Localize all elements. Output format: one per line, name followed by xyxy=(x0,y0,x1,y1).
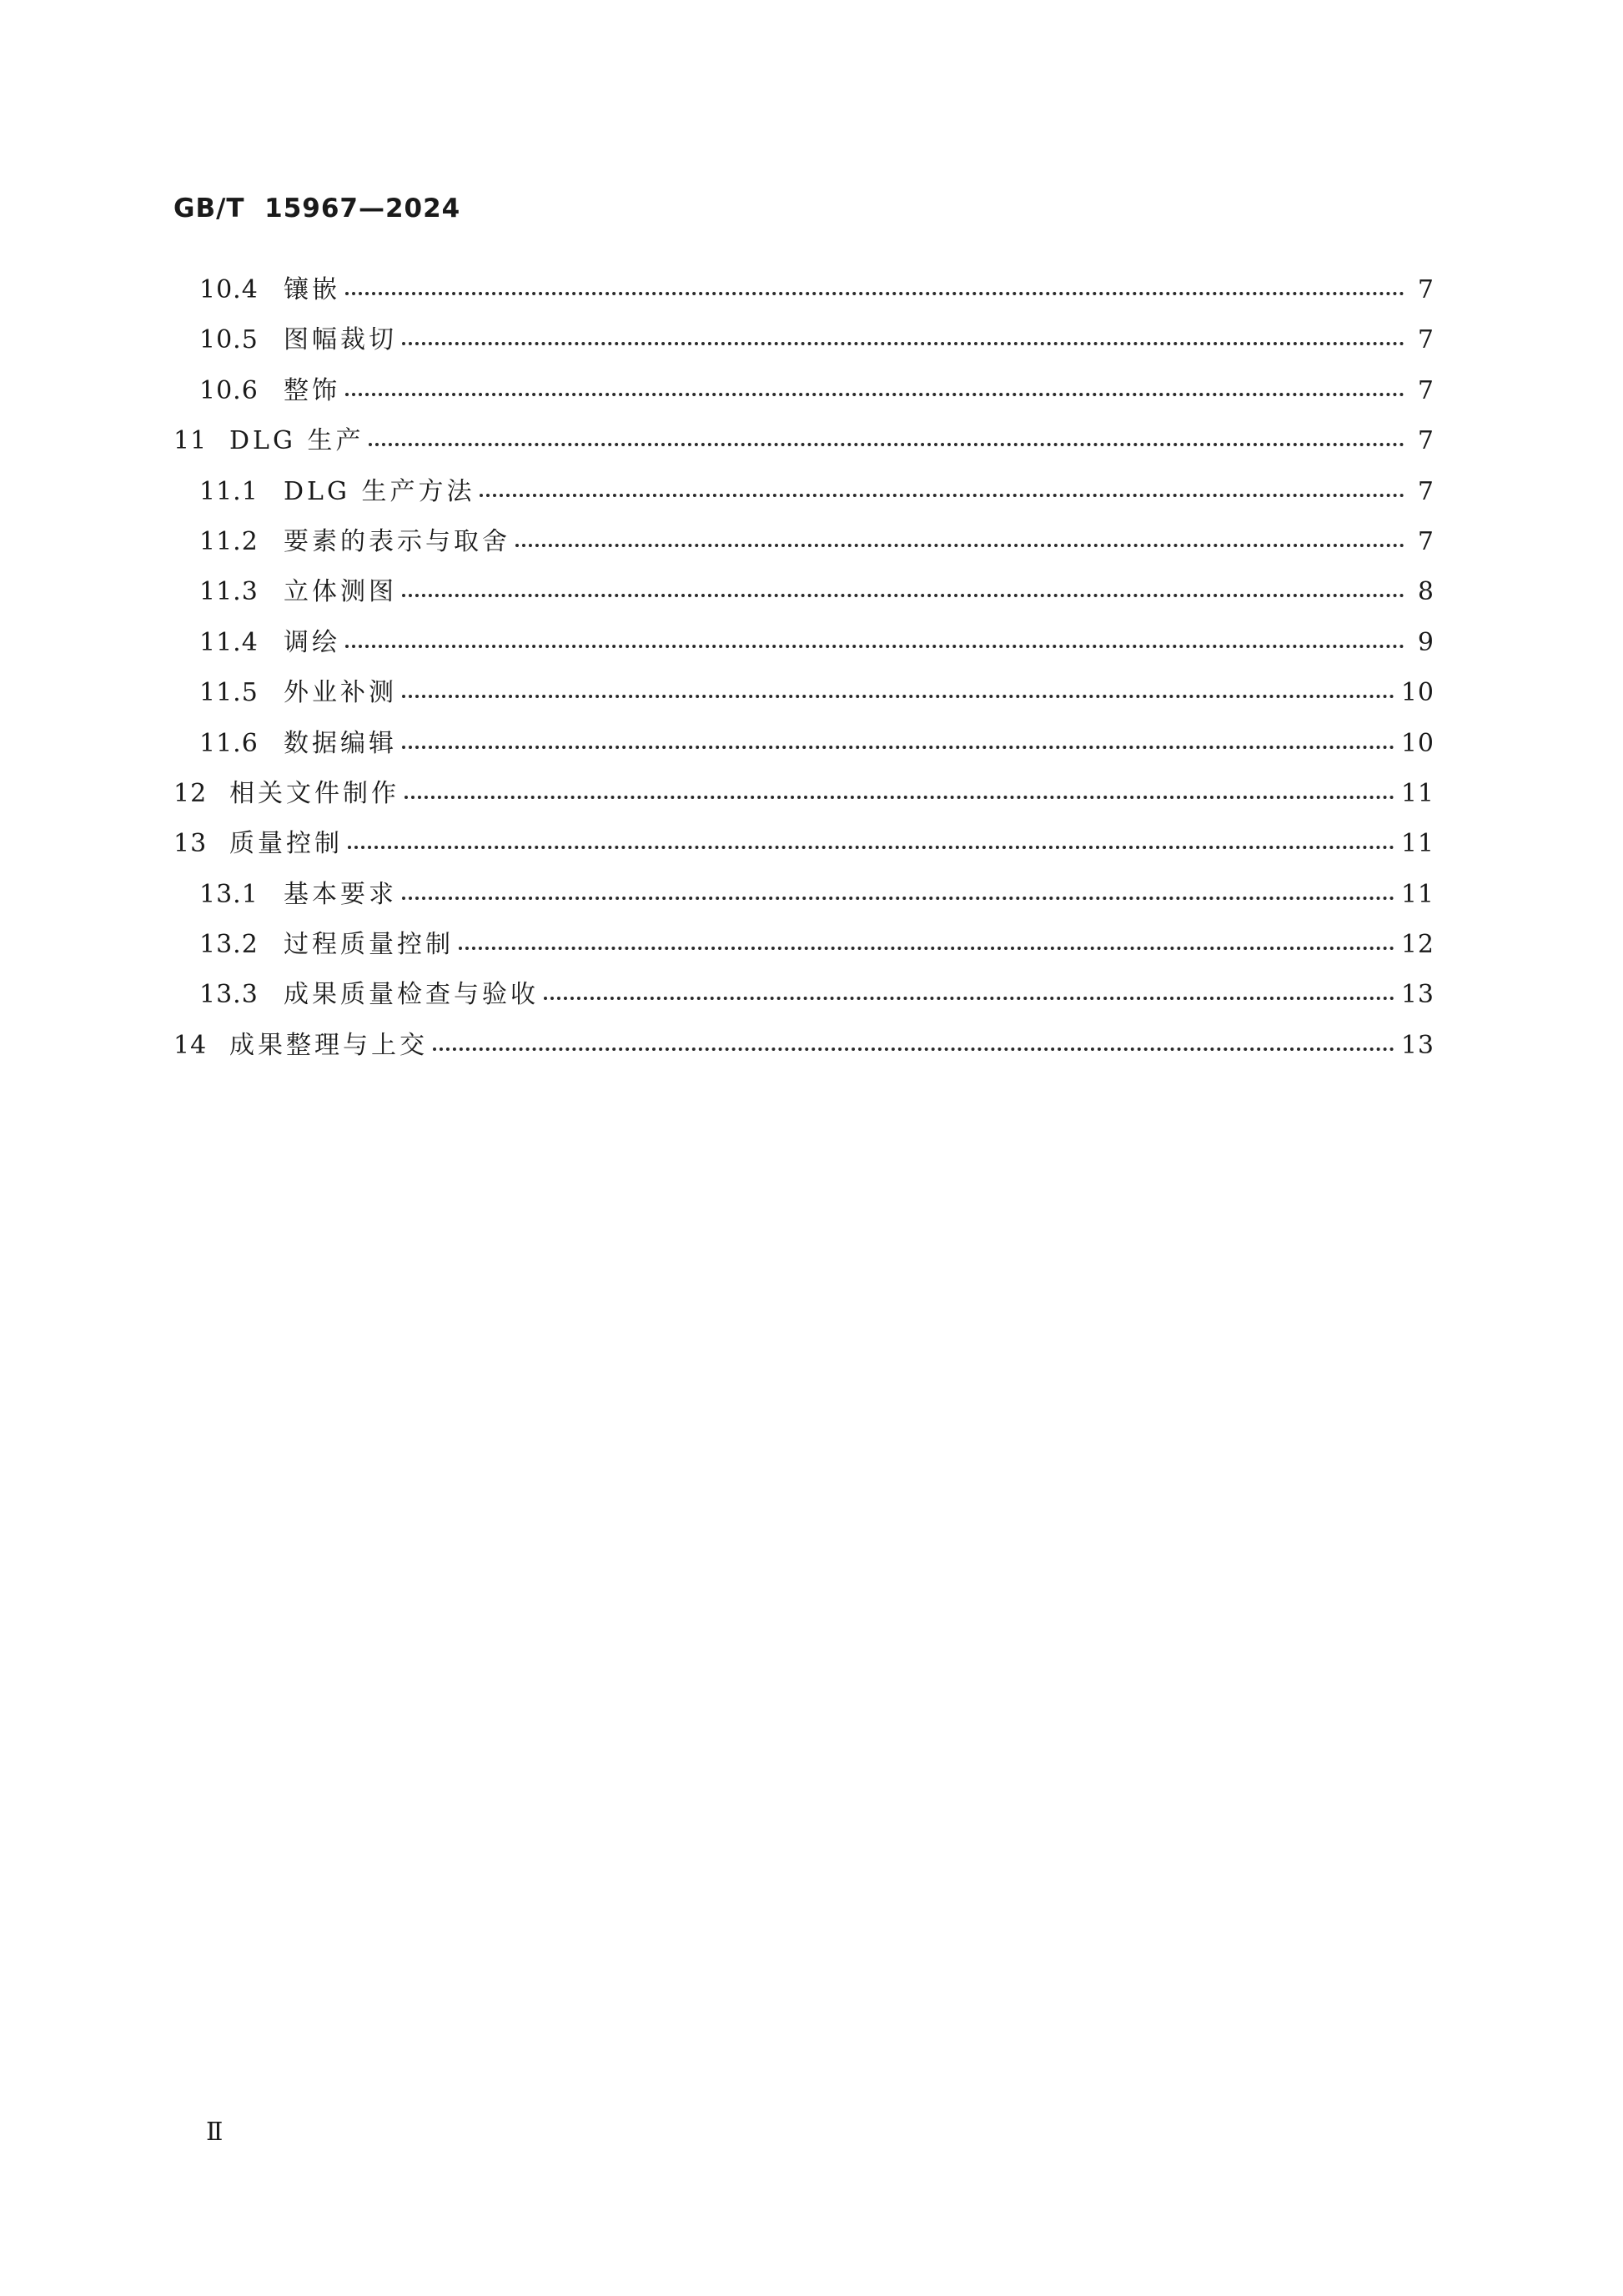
toc-entry[interactable] xyxy=(173,1021,1435,1071)
toc-dot-leader xyxy=(402,676,1394,701)
toc-entry[interactable] xyxy=(173,265,1435,315)
toc-entry-title: 相关文件制作 xyxy=(229,778,399,808)
toc-entry-title: 外业补测 xyxy=(284,678,397,708)
toc-entry[interactable] xyxy=(173,870,1435,920)
toc-entry[interactable] xyxy=(173,315,1435,365)
toc-dot-leader xyxy=(402,877,1394,902)
toc-entry-number: 13.1 xyxy=(199,879,259,909)
toc-entry[interactable] xyxy=(173,416,1435,466)
document-code: GB/T 15967—2024 xyxy=(173,193,461,224)
toc-entry-number: 12 xyxy=(173,778,208,808)
toc-dot-leader xyxy=(402,726,1394,751)
toc-entry-title: 立体测图 xyxy=(284,577,397,607)
toc-entry[interactable] xyxy=(173,567,1435,617)
table-of-contents xyxy=(173,265,1435,1071)
toc-entry-title: 调绘 xyxy=(284,627,340,657)
toc-entry-page: 13 xyxy=(1400,1030,1435,1060)
toc-entry-page: 7 xyxy=(1417,375,1435,405)
toc-entry-page: 9 xyxy=(1417,627,1435,657)
toc-entry-title: 过程质量控制 xyxy=(284,930,454,960)
toc-entry-number: 13 xyxy=(173,829,208,859)
toc-entry-title: DLG 生产 xyxy=(229,426,364,456)
toc-entry-number: 14 xyxy=(173,1030,208,1060)
toc-entry-title: 整饰 xyxy=(284,375,340,405)
toc-entry-page: 8 xyxy=(1417,577,1435,607)
toc-entry[interactable] xyxy=(173,769,1435,819)
toc-entry[interactable] xyxy=(173,618,1435,668)
toc-entry-number: 11.4 xyxy=(199,627,259,657)
toc-entry-number: 10.5 xyxy=(199,325,259,355)
toc-entry-title: 镶嵌 xyxy=(284,275,340,304)
toc-entry-page: 13 xyxy=(1400,980,1435,1010)
toc-entry-number: 11.2 xyxy=(199,526,259,556)
toc-dot-leader xyxy=(515,525,1404,550)
toc-entry-number: 13.3 xyxy=(199,980,259,1010)
toc-entry-page: 7 xyxy=(1417,275,1435,304)
toc-dot-leader xyxy=(433,1028,1394,1053)
toc-entry-number: 11.1 xyxy=(199,476,259,506)
toc-entry-number: 11.5 xyxy=(199,678,259,708)
toc-entry-number: 10.6 xyxy=(199,375,259,405)
toc-entry-title: 数据编辑 xyxy=(284,728,397,758)
toc-entry-title: 质量控制 xyxy=(229,829,343,859)
toc-entry-page: 7 xyxy=(1417,325,1435,355)
toc-entry-page: 10 xyxy=(1400,728,1435,758)
toc-dot-leader xyxy=(480,475,1404,500)
toc-dot-leader xyxy=(402,575,1404,600)
toc-entry[interactable] xyxy=(173,920,1435,970)
toc-entry-page: 7 xyxy=(1417,526,1435,556)
toc-entry-title: 基本要求 xyxy=(284,879,397,909)
toc-entry-number: 13.2 xyxy=(199,930,259,960)
toc-entry[interactable] xyxy=(173,467,1435,517)
toc-entry[interactable] xyxy=(173,668,1435,718)
toc-entry-number: 11 xyxy=(173,426,208,456)
toc-dot-leader xyxy=(345,625,1404,651)
toc-dot-leader xyxy=(404,776,1394,801)
toc-dot-leader xyxy=(348,826,1394,852)
toc-entry-page: 7 xyxy=(1417,426,1435,456)
toc-dot-leader xyxy=(369,424,1404,449)
toc-entry[interactable] xyxy=(173,719,1435,769)
toc-entry-page: 7 xyxy=(1417,476,1435,506)
toc-entry-title: 成果整理与上交 xyxy=(229,1030,428,1060)
toc-entry[interactable] xyxy=(173,819,1435,869)
toc-entry[interactable] xyxy=(173,517,1435,567)
page-number: Ⅱ xyxy=(206,2118,224,2147)
toc-entry-page: 10 xyxy=(1400,678,1435,708)
toc-entry-page: 12 xyxy=(1400,930,1435,960)
toc-entry-page: 11 xyxy=(1400,829,1435,859)
toc-entry-title: 要素的表示与取舍 xyxy=(284,526,510,556)
toc-entry-number: 11.3 xyxy=(199,577,259,607)
toc-entry[interactable] xyxy=(173,970,1435,1020)
toc-entry-number: 10.4 xyxy=(199,275,259,304)
toc-dot-leader xyxy=(459,927,1394,952)
toc-entry-title: 成果质量检查与验收 xyxy=(284,980,539,1010)
toc-entry-title: 图幅裁切 xyxy=(284,325,397,355)
toc-dot-leader xyxy=(544,977,1394,1002)
toc-entry-page: 11 xyxy=(1400,778,1435,808)
toc-entry-page: 11 xyxy=(1400,879,1435,909)
toc-dot-leader xyxy=(345,374,1404,399)
toc-dot-leader xyxy=(345,273,1404,298)
toc-entry-number: 11.6 xyxy=(199,728,259,758)
toc-dot-leader xyxy=(402,323,1404,348)
toc-entry-title: DLG 生产方法 xyxy=(284,476,475,506)
toc-entry[interactable] xyxy=(173,366,1435,416)
